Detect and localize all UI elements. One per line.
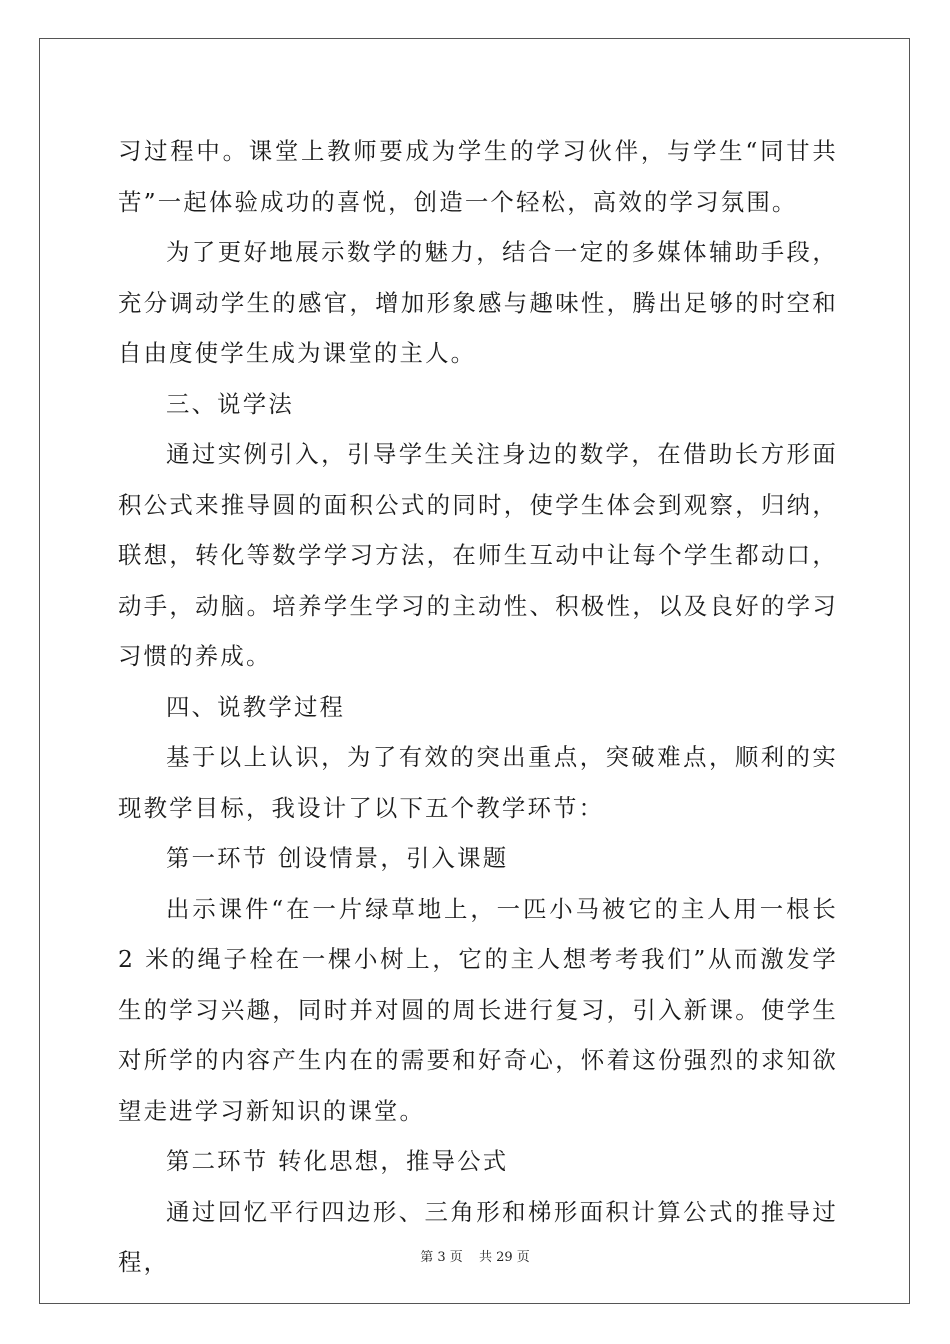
page-total: 共 29 页 [478, 1250, 530, 1265]
document-body [118, 126, 838, 1288]
paragraph-1: 习过程中。课堂上教师要成为学生的学习伙伴，与学生“同甘共苦”一起体验成功的喜悦，创造一个轻松，高效的学习氛围。 [118, 137, 838, 216]
page-number: 第 3 页 [420, 1250, 463, 1265]
paragraph-6: 通过回忆平行四边形、三角形和梯形面积计算公式的推导过程， [118, 1197, 838, 1276]
paragraph-2: 为了更好地展示数学的魅力，结合一定的多媒体辅助手段，充分调动学生的感官，增加形象感与趣味性，腾出足够的时空和自由度使学生成为课堂的主人。 [118, 238, 838, 367]
subheading-step-2: 第二环节 转化思想，推导公式 [166, 1147, 509, 1175]
section-heading-study-method: 三、说学法 [166, 389, 294, 418]
subheading-step-1: 第一环节 创设情景，引入课题 [166, 844, 509, 872]
page-footer [0, 1246, 950, 1265]
paragraph-3: 通过实例引入，引导学生关注身边的数学，在借助长方形面积公式来推导圆的面积公式的同时，使学生体会到观察，归纳，联想，转化等数学学习方法，在师生互动中让每个学生都动口，动手，动脑。培养学生学习的主动性、积极性，以及良好的学习习惯的养成。 [118, 440, 838, 670]
paragraph-4: 基于以上认识，为了有效的突出重点，突破难点，顺利的实现教学目标，我设计了以下五个教学环节： [118, 743, 838, 822]
paragraph-5: 出示课件“在一片绿草地上，一匹小马被它的主人用一根长 2 米的绳子栓在一棵小树上，它的主人想考考我们”从而激发学生的学习兴趣，同时并对圆的周长进行复习，引入新课。使学生对所学的内容产生内在的需要和好奇心，怀着这份强烈的求知欲望走进学习新知识的课堂。 [118, 894, 838, 1125]
section-heading-teaching-process: 四、说教学过程 [166, 692, 346, 721]
